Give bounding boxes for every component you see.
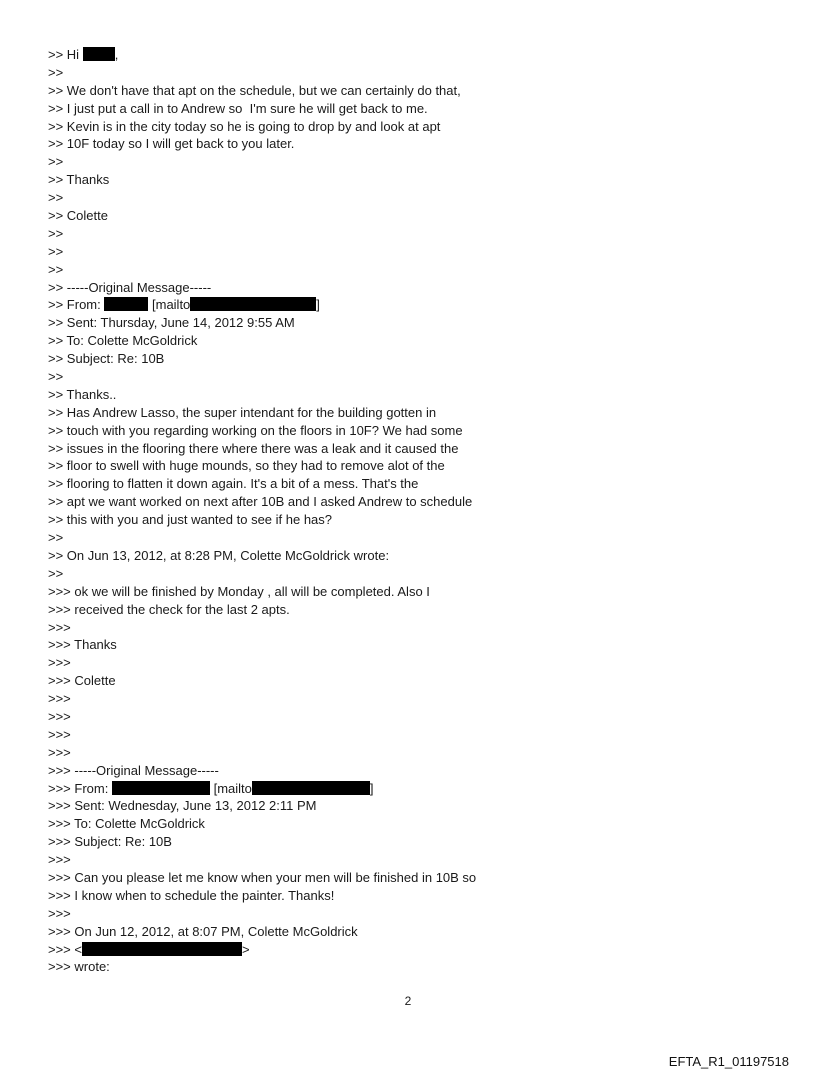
email-line: >> 10F today so I will get back to you later.: [48, 136, 295, 152]
email-line: >>> received the check for the last 2 apts.: [48, 601, 290, 617]
redaction-bar: [252, 781, 370, 795]
email-line: >>> On Jun 12, 2012, at 8:07 PM, Colette McGoldrick: [48, 923, 358, 939]
line-text: >> Hi: [48, 47, 80, 62]
email-line: >>>: [48, 726, 71, 742]
email-line: >> On Jun 13, 2012, at 8:28 PM, Colette McGoldrick wrote:: [48, 547, 390, 563]
email-line: >> I just put a call in to Andrew so I'm sure he will get back to me.: [48, 100, 428, 116]
email-line: >> flooring to flatten it down again. It's a bit of a mess. That's the: [48, 476, 419, 492]
email-line: >>> To: Colette McGoldrick: [48, 816, 205, 832]
email-line: [48, 46, 768, 64]
email-line: >>>: [48, 655, 71, 671]
email-line: >>> -----Original Message-----: [48, 762, 219, 778]
email-line: >>>: [48, 905, 71, 921]
email-line: >>>: [48, 744, 71, 760]
email-line: >>>: [48, 852, 71, 868]
email-line: [48, 780, 768, 798]
redaction-bar: [112, 781, 210, 795]
email-line: >>: [48, 530, 64, 546]
email-line: [48, 296, 768, 314]
line-text: >> From:: [48, 297, 101, 313]
redaction-bar: [190, 297, 316, 311]
email-line: >> this with you and just wanted to see if he has?: [48, 512, 333, 528]
email-line: >> apt we want worked on next after 10B and I asked Andrew to schedule: [48, 494, 473, 510]
email-line: >>: [48, 225, 64, 241]
line-text: ]: [369, 780, 374, 796]
line-text: >>> From:: [48, 780, 109, 796]
line-text: >: [241, 941, 250, 957]
page-number: 2: [404, 994, 412, 1008]
email-line: >> Subject: Re: 10B: [48, 351, 165, 367]
email-line: >>> I know when to schedule the painter. Thanks!: [48, 887, 335, 903]
email-line: >>: [48, 565, 64, 581]
email-line: >>>: [48, 708, 71, 724]
line-text: ]: [316, 297, 320, 313]
line-text: [mailto: [213, 780, 252, 796]
redaction-bar: [104, 297, 148, 311]
email-line: >>> Can you please let me know when your men will be finished in 10B so: [48, 869, 477, 885]
email-line: >>> Colette: [48, 673, 116, 689]
line-text: ,: [114, 47, 119, 62]
email-line: >> floor to swell with huge mounds, so they had to remove alot of the: [48, 458, 445, 474]
email-line: >>>: [48, 691, 71, 707]
email-line: >>: [48, 154, 64, 170]
email-line: >> issues in the flooring there where there was a leak and it caused the: [48, 440, 459, 456]
email-line: >> Thanks..: [48, 386, 117, 402]
email-line: >> Thanks: [48, 172, 110, 188]
email-line: >>> ok we will be finished by Monday , all will be completed. Also I: [48, 583, 430, 599]
email-line: >> We don't have that apt on the schedule, but we can certainly do that,: [48, 82, 461, 98]
email-line: >>> Thanks: [48, 637, 117, 653]
email-line: >> Kevin is in the city today so he is going to drop by and look at apt: [48, 118, 441, 134]
email-line: >>: [48, 190, 64, 206]
email-line: >> -----Original Message-----: [48, 279, 212, 295]
email-line: >>: [48, 261, 64, 277]
email-line: >>> Sent: Wednesday, June 13, 2012 2:11 PM: [48, 798, 317, 814]
email-line: >> Sent: Thursday, June 14, 2012 9:55 AM: [48, 315, 295, 331]
email-line: >>>: [48, 619, 71, 635]
email-line: >>> Subject: Re: 10B: [48, 834, 172, 850]
email-line: >> To: Colette McGoldrick: [48, 333, 198, 349]
email-line: >> touch with you regarding working on the floors in 10F? We had some: [48, 422, 463, 438]
email-line: >>> wrote:: [48, 959, 110, 975]
email-body: [48, 46, 768, 976]
line-text: [mailto: [152, 297, 191, 313]
email-line: >> Has Andrew Lasso, the super intendant for the building gotten in: [48, 404, 437, 420]
email-line: [48, 941, 768, 959]
email-line: >>: [48, 243, 64, 259]
redaction-bar: [82, 942, 242, 956]
email-line: >>: [48, 369, 64, 385]
line-text: >>> <: [48, 941, 82, 957]
bates-number: EFTA_R1_01197518: [668, 1054, 789, 1069]
email-line: >> Colette: [48, 208, 108, 224]
redaction-bar: [83, 47, 115, 61]
email-line: >>: [48, 64, 64, 80]
